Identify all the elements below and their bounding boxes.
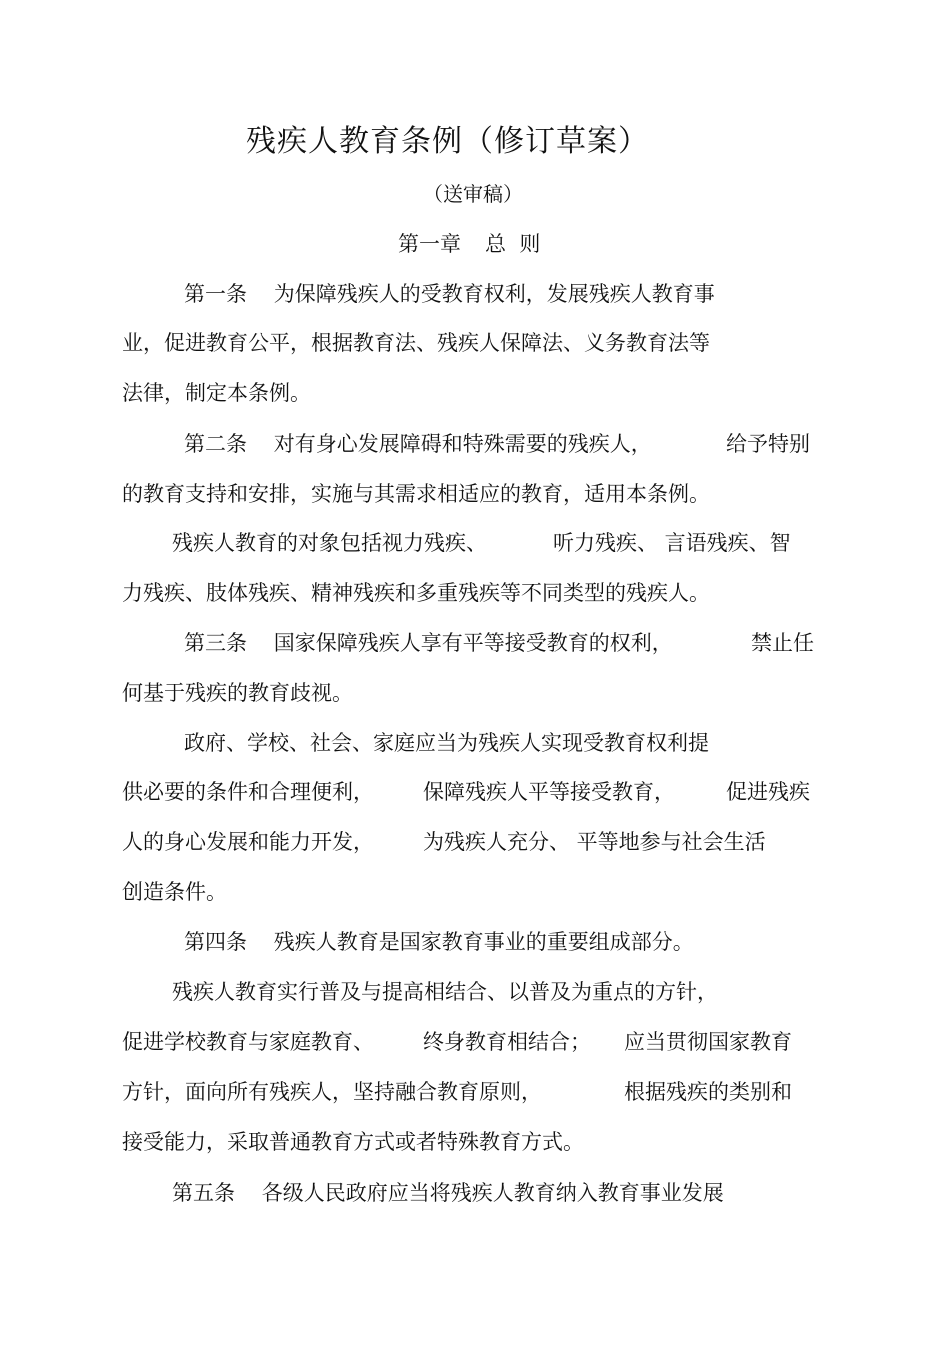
text-segment: 给予特别: [726, 432, 810, 456]
text-segment: 为残疾人充分、 平等地参与社会生活: [423, 830, 766, 854]
text-segment: 第三条 国家保障残疾人享有平等接受教育的权利，: [184, 631, 673, 655]
document-title: 残疾人教育条例（修订草案）: [246, 124, 649, 159]
text-segment: 促进学校教育与家庭教育、: [122, 1030, 374, 1054]
text-segment: 力残疾、肢体残疾、精神残疾和多重残疾等不同类型的残疾人。: [122, 581, 710, 605]
text-segment: 根据残疾的类别和: [624, 1080, 792, 1104]
text-segment: 法律，制定本条例。: [122, 381, 311, 405]
text-segment: 第一条 为保障残疾人的受教育权利，发展残疾人教育事: [184, 282, 715, 306]
text-segment: 应当贯彻国家教育: [624, 1030, 792, 1054]
text-segment: 政府、学校、社会、家庭应当为残疾人实现受教育权利提: [184, 731, 709, 755]
text-segment: 接受能力，采取普通教育方式或者特殊教育方式。: [122, 1130, 584, 1154]
chapter-heading: [398, 229, 540, 259]
text-segment: 保障残疾人平等接受教育，: [423, 780, 675, 804]
text-segment: 促进残疾: [726, 780, 810, 804]
text-segment: 人的身心发展和能力开发，: [122, 830, 374, 854]
text-segment: 残疾人教育实行普及与提高相结合、以普及为重点的方针，: [172, 980, 718, 1004]
chapter-name: 总 则: [485, 232, 541, 256]
text-segment: 何基于残疾的教育歧视。: [122, 681, 353, 705]
text-segment: 业，促进教育公平，根据教育法、残疾人保障法、义务教育法等: [122, 331, 710, 355]
text-segment: 方针，面向所有残疾人，坚持融合教育原则，: [122, 1080, 542, 1104]
text-segment: 的教育支持和安排，实施与其需求相适应的教育，适用本条例。: [122, 482, 710, 506]
text-segment: 供必要的条件和合理便利，: [122, 780, 374, 804]
text-segment: 第四条 残疾人教育是国家教育事业的重要组成部分。: [184, 930, 694, 954]
text-segment: 残疾人教育的对象包括视力残疾、: [172, 531, 487, 555]
text-segment: 终身教育相结合；: [423, 1030, 591, 1054]
text-segment: 听力残疾、 言语残疾、智: [553, 531, 791, 555]
text-segment: 创造条件。: [122, 880, 227, 904]
text-segment: 第五条 各级人民政府应当将残疾人教育纳入教育事业发展: [172, 1181, 724, 1205]
text-segment: 禁止任: [751, 631, 814, 655]
document-subtitle: （送审稿）: [423, 182, 523, 206]
chapter-label: 第一章: [398, 232, 461, 256]
text-segment: 第二条 对有身心发展障碍和特殊需要的残疾人，: [184, 432, 652, 456]
